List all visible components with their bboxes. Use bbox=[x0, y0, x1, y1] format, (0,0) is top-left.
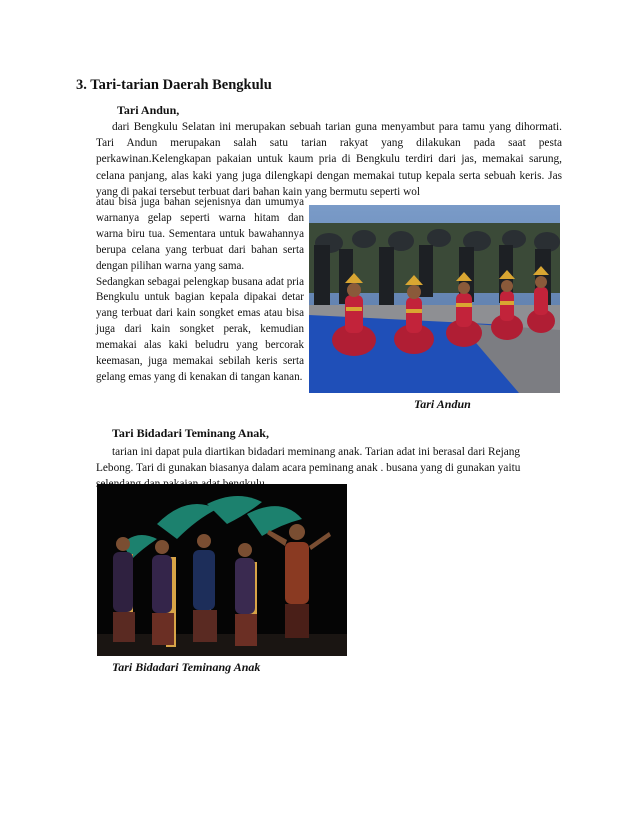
tari-andun-photo bbox=[309, 205, 560, 393]
andun-paragraph bbox=[96, 119, 562, 200]
bidadari-paragraph-text: tarian ini dapat pula diartikan bidadari meminang anak. Tarian adat ini berasal dari Rejang Lebong. Tari di gunakan biasanya dalam acara peminang anak . busana yang di gunakan yaitu bbox=[96, 446, 521, 474]
tari-bidadari-photo bbox=[97, 484, 347, 656]
bidadari-title: Tari Bidadari Teminang Anak, bbox=[112, 426, 269, 440]
andun-title: Tari Andun, bbox=[117, 103, 180, 117]
andun-paragraph-text: dari Bengkulu Selatan ini merupakan sebuah tarian guna menyambut para tamu yang dihormati. Tari Andun merupakan salah satu tarian rakyat yang dilakukan pada saat pesta perkawinan.Kelengkapan pakaian untuk kaum pria di Bengkulu terdiri dari jas, memakai sarung, celana panjang, alas kaki yang juga dilengkapi dengan memakai tutup kepala serta sebuah keris. Jas yang di pakai tersebut terbuat dari bahan kain yang bermutu seperti wol bbox=[96, 121, 562, 198]
andun-caption: Tari Andun bbox=[414, 397, 471, 411]
andun-paragraph-wrap-1: atau bisa juga bahan sejenisnya dan umumya warnanya gelap seperti warna hitam dan warna biru tua. Sementara untuk bawahannya berupa celana yang terbuat dari bahan serta dengan pilihan warna yang sama. bbox=[96, 196, 304, 272]
bidadari-caption: Tari Bidadari Teminang Anak bbox=[112, 660, 261, 674]
andun-paragraph-wrap-2: Sedangkan sebagai pelengkap busana adat pria Bengkulu untuk bagian kepala dipakai detar yang terbuat dari kain songket emas atau bisa juga dari kain songket perak, kemudian memakai alas kaki beludru yang bercorak keemasan, juga memakai sebilah keris serta gelang emas yang di kenakan di tangan kanan. bbox=[96, 275, 304, 383]
section-heading: 3. Tari-tarian Daerah Bengkulu bbox=[76, 77, 272, 93]
andun-wrapped-text bbox=[96, 195, 304, 386]
